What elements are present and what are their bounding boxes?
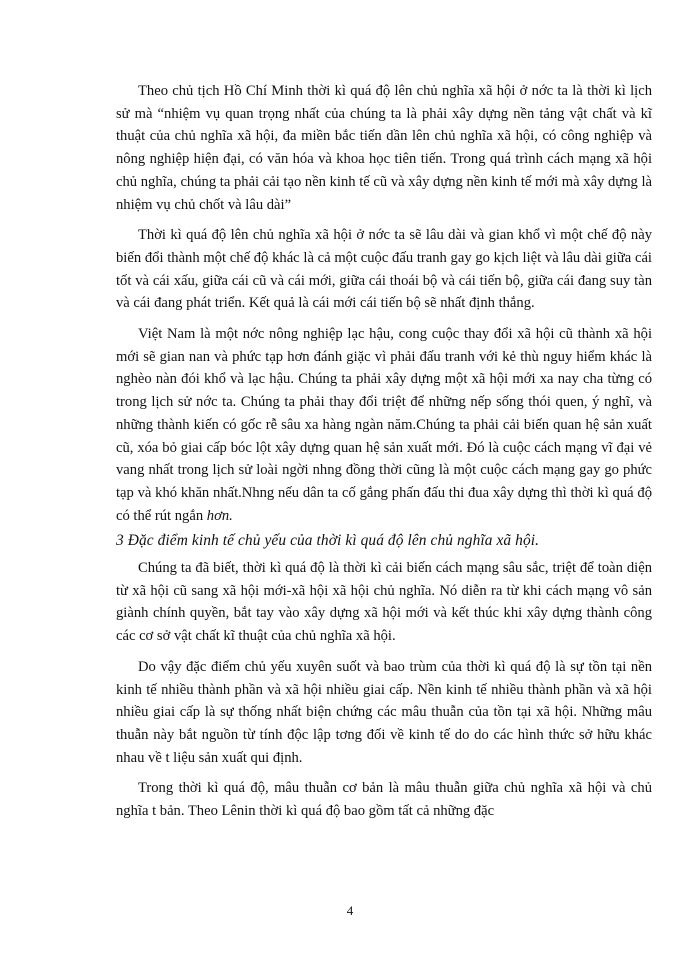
paragraph-3-main: Việt Nam là một nớc nông nghiệp lạc hậu, cong cuộc thay đổi xã hội cũ thành xã hội mới sẽ gian nan và phức tạp hơn đánh giặc vì phải đấu tranh với kẻ thù nguy hiểm khác là nghèo nàn đói khổ và lạc hậu. Chúng ta phải xây dựng một xã hội mới xa nay cha từng có trong lịch sử nớc ta. Chúng ta phải thay đổi triệt để những nếp sống thói quen, ý nghĩ, và những thành kiến có gốc rễ sâu xa hàng ngàn năm.Chúng ta phải cải biến quan hệ sản xuất cũ, xóa bỏ giai cấp bóc lột xây dựng quan hệ sản xuất mới. Đó là cuộc cách mạng vĩ đại vẻ vang nhất trong lịch sử loài ngời nhng đồng thời cũng là một cuộc cách mạng gay go phức tạp và khó khăn nhất.Nhng nếu dân ta cố gắng phấn đấu thi đua xây dựng thì thời kì quá độ có thể rút ngắn bbox=[116, 326, 652, 524]
paragraph-1: Theo chủ tịch Hồ Chí Minh thời kì quá độ lên chủ nghĩa xã hội ở nớc ta là thời kì lịch sử mà “nhiệm vụ quan trọng nhất của chúng ta là phải xây dựng nền tảng vật chất và kĩ thuật của chủ nghĩa xã hội, đa miền bắc tiến dần lên chủ nghĩa xã hội, có công nghiệp và nông nghiệp hiện đại, có văn hóa và khoa học tiên tiến. Trong quá trình cách mạng xã hội chủ nghĩa, chúng ta phải cải tạo nền kinh tế cũ và xây dựng nền kinh tế mới mà xây dựng là nhiệm vụ chủ chốt và lâu dài” bbox=[116, 83, 652, 213]
section-heading: 3 Đặc điểm kinh tế chủ yếu của thời kì quá độ lên chủ nghĩa xã hội. bbox=[116, 532, 540, 550]
paragraph-5: Do vậy đặc điểm chủ yếu xuyên suốt và bao trùm của thời kì quá độ là sự tồn tại nền kinh tế nhiều thành phần và xã hội nhiều giai cấp. Nền kinh tế nhiều thành phần và xã hội nhiều giai cấp là sự thống nhất biện chứng các mâu thuẫn của tồn tại xã hội. Những mâu thuẫn này bắt nguồn từ tính độc lập tơng đối về kinh tế do do các hình thức sở hữu khác nhau về t liệu sản xuất qui định. bbox=[116, 658, 652, 766]
body-text bbox=[116, 80, 652, 823]
paragraph-3-tail: hơn. bbox=[203, 507, 233, 524]
paragraph-2: Thời kì quá độ lên chủ nghĩa xã hội ở nớc ta sẽ lâu dài và gian khổ vì một chế độ này biến đổi thành một chế độ khác là cả một cuộc đấu tranh gay go kịch liệt và lâu dài giữa cái tốt và cái xấu, giữa cái cũ và cái mới, giữa cái thoái bộ và cái tiến bộ, giữa cái đang suy tàn và cái đang phát triển. Kết quả là cái mới cái tiến bộ sẽ nhất định thắng. bbox=[116, 227, 652, 312]
page-number: 4 bbox=[346, 903, 354, 918]
paragraph-4: Chúng ta đã biết, thời kì quá độ là thời kì cải biến cách mạng sâu sắc, triệt để toàn diện từ xã hội cũ sang xã hội mới-xã hội xã hội chủ nghĩa. Nó diễn ra từ khi cách mạng vô sản giành chính quyền, bắt tay vào xây dựng xã hội mới và kết thúc khi xây dựng thành công các cơ sở vật chất kĩ thuật của chủ nghĩa xã hội. bbox=[116, 560, 652, 645]
paragraph-6: Trong thời kì quá độ, mâu thuẫn cơ bản là mâu thuẫn giữa chủ nghĩa xã hội và chủ nghĩa t bản. Theo Lênin thời kì quá độ bao gồm tất cả những đặc bbox=[116, 780, 652, 820]
paragraph-3 bbox=[116, 323, 652, 527]
